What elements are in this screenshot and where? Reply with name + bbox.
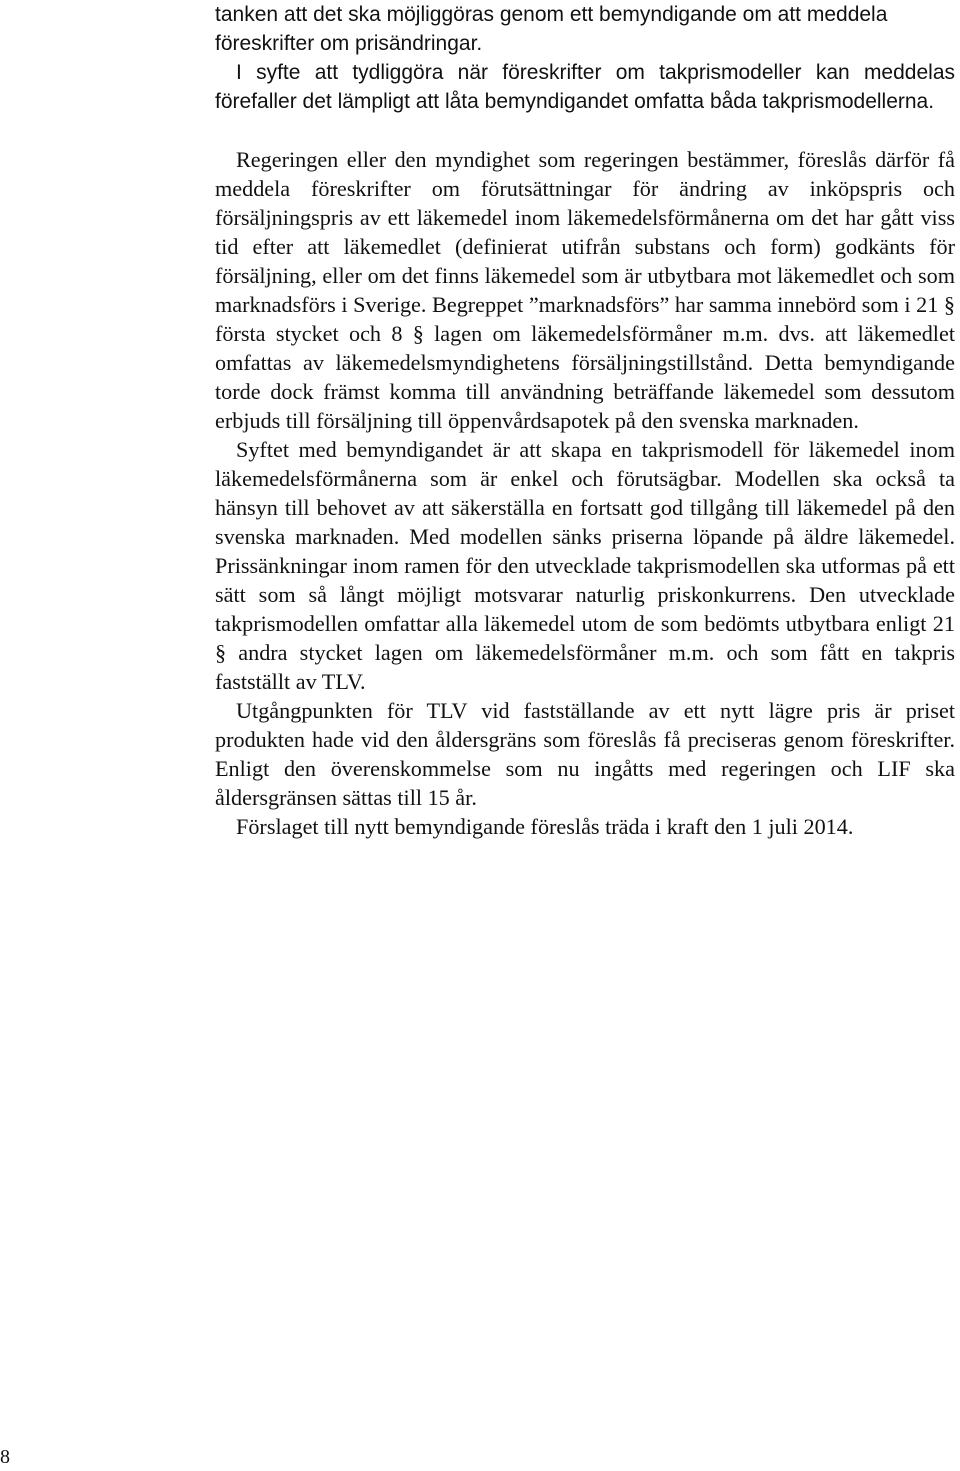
paragraph-regeringen: Regeringen eller den myndighet som regeringen bestämmer, föreslås därför få meddela föreskrifter om förutsättningar för ändring av inköpspris och försäljningspris av ett läkemedel inom läkemedelsförmånerna om det har gått viss tid efter att läkemedlet (definierat utifrån substans och form) godkänts för försäljning, eller om det finns läkemedel som är utbytbara mot läkemedlet och som marknadsförs i Sverige. Begreppet ”marknadsförs” har samma innebörd som i 21 § första stycket och 8 § lagen om läkemedelsförmåner m.m. dvs. att läkemedlet omfattas av läkemedelsmyndighetens försäljningstillstånd. Detta bemyndigande torde dock främst komma till användning beträffande läkemedel som dessutom erbjuds till försäljning till öppenvårdsapotek på den svenska marknaden. xyxy=(215,147,955,433)
paragraph-utgangpunkten: Utgångpunkten för TLV vid fastställande av ett nytt lägre pris är priset produkten hade vid den åldersgräns som föreslås få preciseras genom föreskrifter. Enligt den överenskommelse som nu ingåtts med regeringen och LIF ska åldersgränsen sättas till 15 år. xyxy=(215,698,955,810)
paragraph-forslaget: Förslaget till nytt bemyndigande föreslås träda i kraft den 1 juli 2014. xyxy=(236,814,854,839)
paragraph-takprismodeller: I syfte att tydliggöra när föreskrifter om takprismodeller kan meddelas förefaller det lämpligt att låta bemyndigandet omfatta båda takprismodellerna. xyxy=(215,61,955,113)
text-block-main xyxy=(215,145,955,841)
paragraph-continuation: tanken att det ska möjliggöras genom ett bemyndigande om att meddela föreskrifter om prisändringar. xyxy=(215,3,888,55)
paragraph-syftet: Syftet med bemyndigandet är att skapa en takprismodell för läkemedel inom läkemedelsförmånerna som är enkel och förutsägbar. Modellen ska också ta hänsyn till behovet av att säkerställa en fortsatt god tillgång till läkemedel på den svenska marknaden. Med modellen sänks priserna löpande på äldre läkemedel. Prissänkningar inom ramen för den utvecklade takprismodellen ska utformas på ett sätt som så långt möjligt motsvarar naturlig priskonkurrens. Den utvecklade takprismodellen omfattar alla läkemedel utom de som bedömts utbytbara enligt 21 § andra stycket lagen om läkemedelsförmåner m.m. och som fått en takpris fastställt av TLV. xyxy=(215,437,955,694)
page-number: 8 xyxy=(0,1446,10,1468)
text-block-intro xyxy=(215,0,955,116)
